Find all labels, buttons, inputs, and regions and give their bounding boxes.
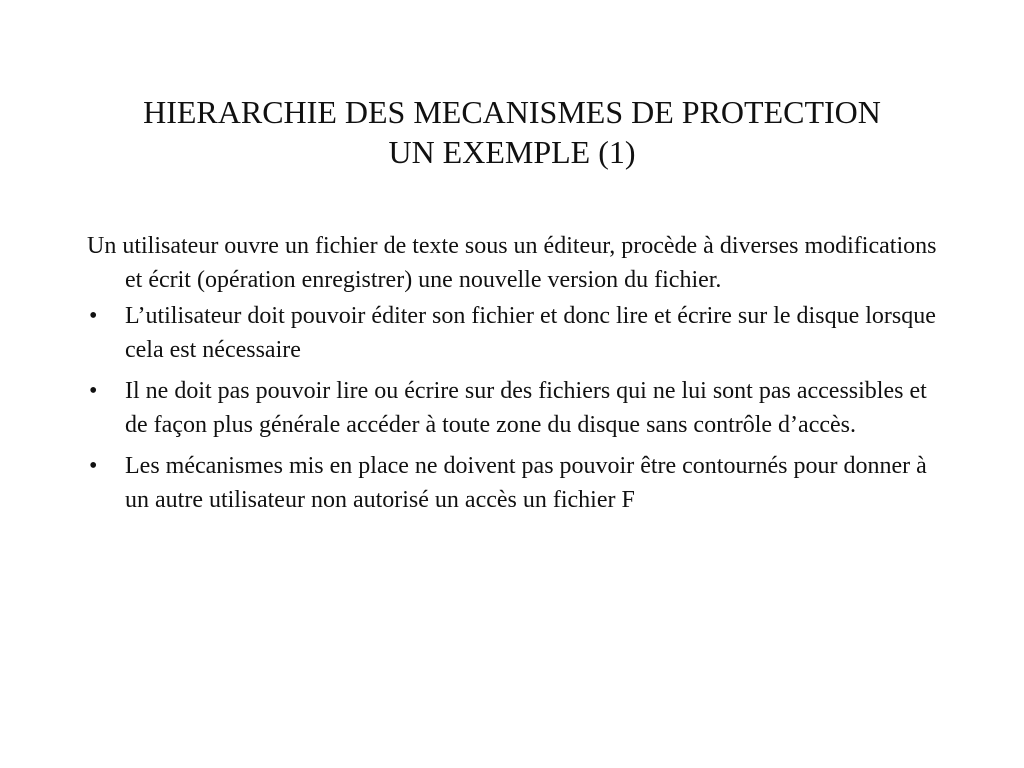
slide-title	[0, 92, 1024, 172]
bullet-item	[87, 449, 947, 517]
bullet-icon: •	[89, 453, 98, 479]
bullet-text: Les mécanismes mis en place ne doivent pas pouvoir être contournés pour donner à un autre utilisateur non autorisé un accès un fichier F	[125, 453, 927, 513]
bullet-item	[87, 374, 947, 442]
bullet-icon: •	[89, 303, 98, 329]
intro-paragraph: Un utilisateur ouvre un fichier de texte sous un éditeur, procède à diverses modifications et écrit (opération enregistrer) une nouvelle version du fichier.	[87, 233, 937, 293]
bullet-text: L’utilisateur doit pouvoir éditer son fichier et donc lire et écrire sur le disque lorsque cela est nécessaire	[125, 303, 936, 363]
slide-content	[87, 229, 947, 524]
bullet-icon: •	[89, 378, 98, 404]
title-line-2: UN EXEMPLE (1)	[388, 134, 636, 170]
bullet-text: Il ne doit pas pouvoir lire ou écrire sur des fichiers qui ne lui sont pas accessibles et de façon plus générale accéder à toute zone du disque sans contrôle d’accès.	[125, 378, 927, 438]
bullet-item	[87, 299, 947, 367]
title-line-1: HIERARCHIE DES MECANISMES DE PROTECTION	[143, 94, 881, 130]
